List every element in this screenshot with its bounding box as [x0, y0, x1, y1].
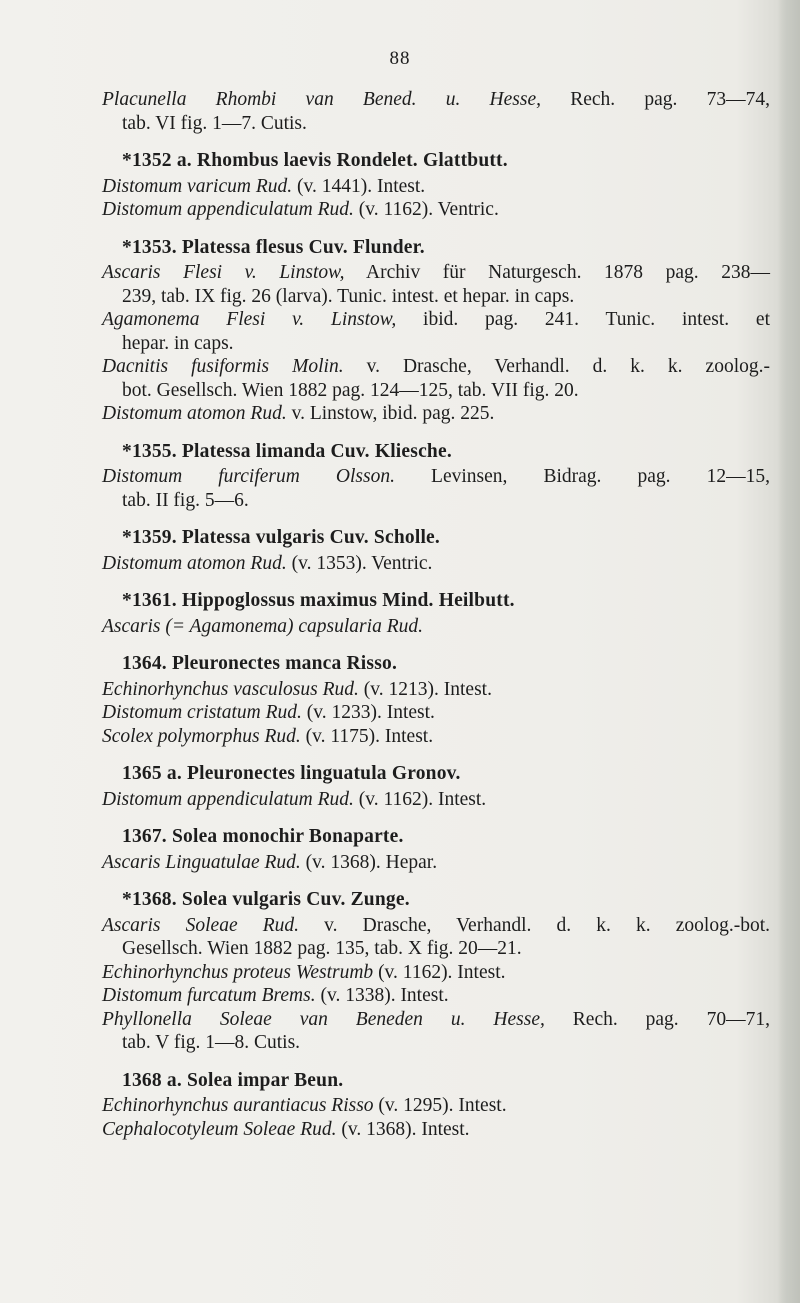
host-species-heading: *1361. Hippoglossus maximus Mind. Heilbutt.: [122, 590, 515, 611]
species-name: Echinorhynchus aurantiacus Risso: [102, 1095, 374, 1116]
reference-text: (v. 1295). Intest.: [373, 1095, 507, 1116]
entry-line: [102, 725, 770, 749]
entry-line: [102, 1118, 770, 1142]
species-name: Echinorhynchus proteus Westrumb: [102, 961, 374, 983]
entry-continuation-line: [102, 489, 770, 513]
reference-text: (v. 1213). Intest.: [358, 678, 492, 700]
parasite-entry: [102, 914, 770, 961]
parasite-entry: [102, 402, 770, 426]
entry-line: [102, 1008, 770, 1032]
species-name: Dacnitis fusiformis Molin.: [102, 356, 344, 377]
reference-text: (v. 1162). Intest.: [373, 961, 506, 983]
entry-continuation-line: [102, 332, 770, 356]
reference-text: Rech. pag. 73—74,: [541, 89, 770, 110]
parasite-entry: [102, 788, 770, 812]
entry-line: [102, 198, 770, 222]
entry-continuation-line: [102, 937, 770, 961]
reference-text: tab. V fig. 1—8. Cutis.: [122, 1032, 301, 1053]
reference-text: (v. 1441). Intest.: [292, 175, 426, 197]
parasite-entry: [102, 198, 770, 222]
entry-line: [102, 788, 770, 812]
species-name: Distomum atomon Rud.: [102, 403, 287, 424]
parasite-entry: [102, 355, 770, 402]
parasite-entry: [102, 465, 770, 512]
host-species-heading: *1353. Platessa flesus Cuv. Flunder.: [122, 236, 425, 258]
page-number: 88: [389, 48, 411, 69]
reference-text: (v. 1162). Intest.: [353, 788, 487, 810]
reference-text: Gesellsch. Wien 1882 pag. 135, tab. X fig. 20—21.: [122, 938, 522, 959]
reference-text: hepar. in caps.: [122, 332, 234, 354]
species-name: Distomum atomon Rud.: [102, 552, 287, 574]
reference-text: Levinsen, Bidrag. pag. 12—15,: [394, 466, 770, 487]
reference-text: ibid. pag. 241. Tunic. intest. et: [396, 309, 770, 330]
species-name: Ascaris Flesi v. Linstow,: [102, 262, 345, 283]
host-species-heading: 1367. Solea monochir Bonaparte.: [122, 826, 404, 847]
reference-text: v. Drasche, Verhandl. d. k. k. zoolog.-: [343, 356, 770, 377]
parasite-entry: [102, 725, 770, 749]
reference-text: (v. 1162). Ventric.: [353, 199, 499, 220]
species-name: Ascaris (= Agamonema) capsularia Rud.: [102, 615, 423, 637]
page-edge-shadow: [778, 0, 800, 1303]
species-name: Ascaris Linguatulae Rud.: [102, 851, 301, 873]
entry-line: [102, 355, 770, 379]
entry-continuation-line: [102, 112, 770, 136]
entry-line: [102, 308, 770, 332]
reference-text: (v. 1175). Intest.: [300, 725, 434, 747]
reference-text: (v. 1368). Hepar.: [300, 851, 438, 873]
species-name: Placunella Rhombi van Bened. u. Hesse,: [102, 89, 542, 110]
species-name: Distomum cristatum Rud.: [102, 702, 302, 723]
parasite-entry: [102, 701, 770, 725]
species-name: Cephalocotyleum Soleae Rud.: [102, 1118, 337, 1140]
entry-line: [102, 851, 770, 875]
species-name: Distomum appendiculatum Rud.: [102, 788, 354, 810]
host-species-heading: 1364. Pleuronectes manca Risso.: [122, 653, 398, 674]
reference-text: v. Linstow, ibid. pag. 225.: [286, 403, 495, 424]
reference-text: (v. 1233). Intest.: [301, 702, 435, 723]
reference-text: tab. VI fig. 1—7. Cutis.: [122, 112, 307, 134]
entry-line: [102, 961, 770, 985]
species-name: Echinorhynchus vasculosus Rud.: [102, 678, 359, 700]
species-name: Distomum furcatum Brems.: [102, 985, 316, 1006]
host-species-heading: 1368 a. Solea impar Beun.: [122, 1069, 344, 1091]
parasite-entry: [102, 984, 770, 1008]
entry-continuation-line: [102, 1031, 770, 1055]
entry-line: [102, 465, 770, 489]
entry-line: [102, 1094, 770, 1118]
host-species-heading: *1368. Solea vulgaris Cuv. Zunge.: [122, 889, 410, 910]
species-name: Ascaris Soleae Rud.: [102, 914, 300, 936]
parasite-entry: [102, 615, 770, 639]
reference-text: (v. 1353). Ventric.: [286, 552, 433, 574]
species-name: Distomum appendiculatum Rud.: [102, 199, 354, 220]
page-body: [102, 88, 770, 1141]
entry-line: [102, 552, 770, 576]
species-name: Distomum furciferum Olsson.: [102, 466, 395, 487]
parasite-entry: [102, 261, 770, 308]
reference-text: (v. 1338). Intest.: [315, 985, 449, 1006]
species-name: Distomum varicum Rud.: [102, 175, 293, 197]
parasite-entry: [102, 961, 770, 985]
entry-line: [102, 678, 770, 702]
reference-text: bot. Gesellsch. Wien 1882 pag. 124—125, tab. VII fig. 20.: [122, 379, 579, 401]
entry-line: [102, 175, 770, 199]
entry-line: [102, 88, 770, 112]
host-species-heading: *1352 a. Rhombus laevis Rondelet. Glattbutt.: [122, 150, 508, 171]
parasite-entry: [102, 308, 770, 355]
parasite-entry: [102, 1118, 770, 1142]
entry-continuation-line: [102, 379, 770, 403]
species-name: Agamonema Flesi v. Linstow,: [102, 309, 397, 330]
host-species-heading: 1365 a. Pleuronectes linguatula Gronov.: [122, 763, 461, 784]
entry-line: [102, 402, 770, 426]
reference-text: tab. II fig. 5—6.: [122, 489, 249, 511]
reference-text: Rech. pag. 70—71,: [544, 1008, 770, 1030]
parasite-entry: [102, 678, 770, 702]
parasite-entry: [102, 175, 770, 199]
parasite-entry: [102, 552, 770, 576]
entry-line: [102, 984, 770, 1008]
entry-continuation-line: [102, 285, 770, 309]
host-species-heading: *1359. Platessa vulgaris Cuv. Scholle.: [122, 527, 440, 548]
host-species-heading: *1355. Platessa limanda Cuv. Kliesche.: [122, 440, 452, 462]
parasite-entry: [102, 88, 770, 135]
entry-line: [102, 261, 770, 285]
reference-text: Archiv für Naturgesch. 1878 pag. 238—: [344, 262, 770, 283]
reference-text: 239, tab. IX fig. 26 (larva). Tunic. intest. et hepar. in caps.: [122, 285, 575, 307]
parasite-entry: [102, 1008, 770, 1055]
entry-line: [102, 615, 770, 639]
parasite-entry: [102, 851, 770, 875]
entry-line: [102, 701, 770, 725]
entry-line: [102, 914, 770, 938]
reference-text: v. Drasche, Verhandl. d. k. k. zoolog.-bot.: [299, 914, 771, 936]
species-name: Scolex polymorphus Rud.: [102, 725, 301, 747]
parasite-entry: [102, 1094, 770, 1118]
reference-text: (v. 1368). Intest.: [336, 1118, 470, 1140]
species-name: Phyllonella Soleae van Beneden u. Hesse,: [102, 1008, 545, 1030]
